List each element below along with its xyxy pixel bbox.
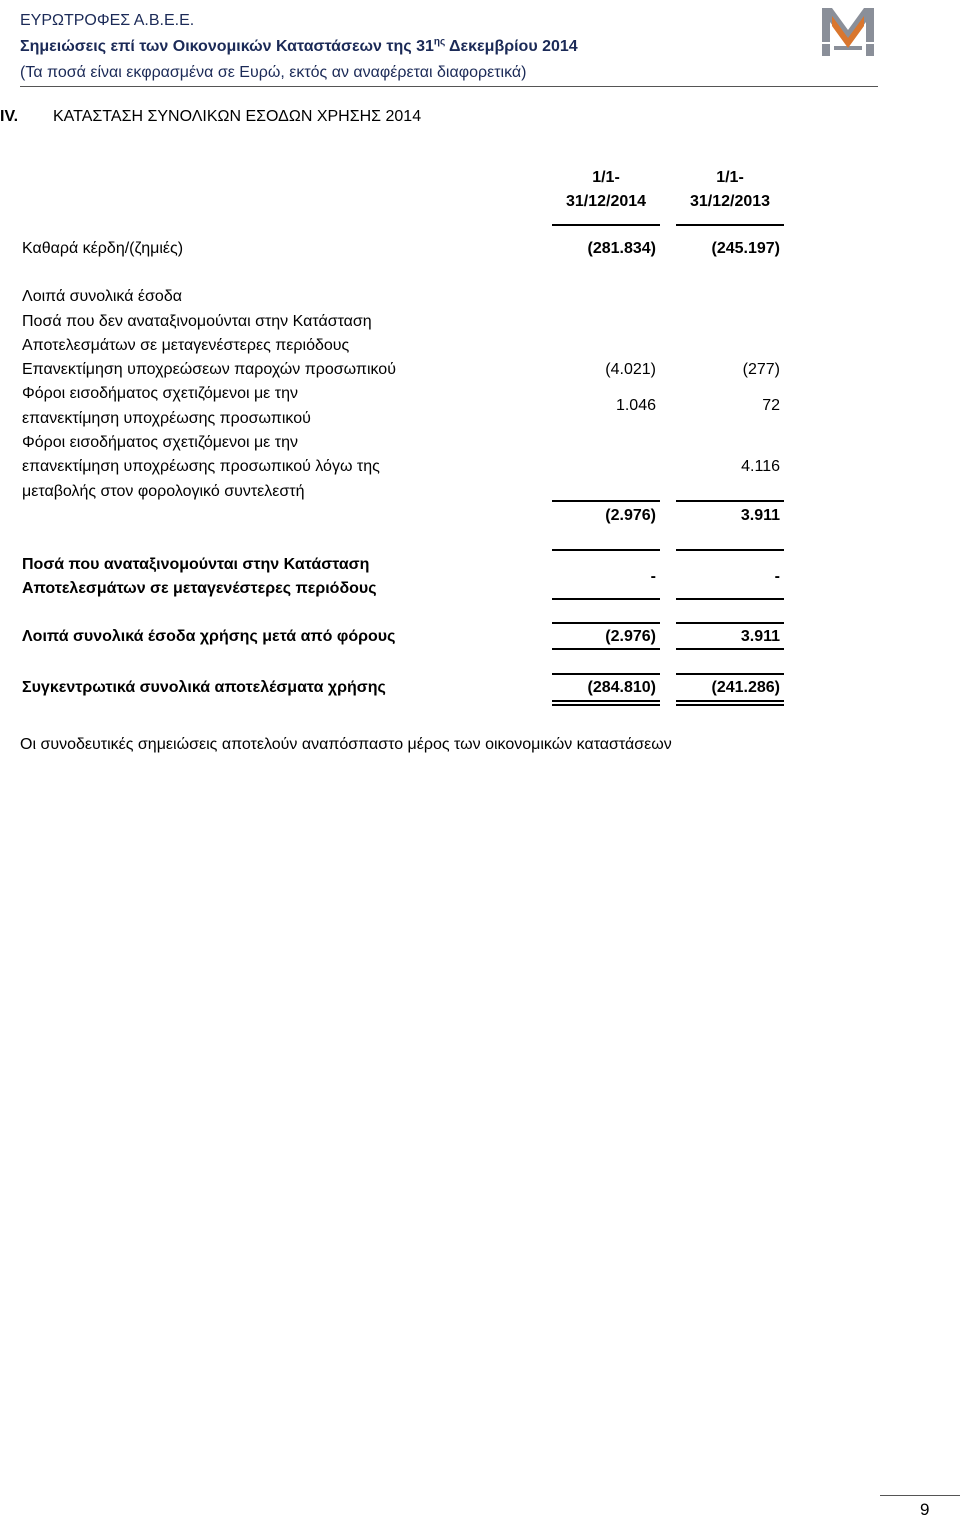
tax-rate-change-2013: 4.116	[741, 458, 780, 475]
net-profit-2014: (281.834)	[587, 240, 656, 257]
reclass-line1: Ποσά που αναταξινομούνται στην Κατάσταση	[22, 556, 370, 573]
footer-note: Οι συνοδευτικές σημειώσεις αποτελούν αναπόσπαστο μέρος των οικονομικών καταστάσεων	[20, 736, 672, 753]
col-2013-line2: 31/12/2013	[689, 193, 771, 210]
total-double-rule-a-2013	[676, 700, 784, 702]
header-divider	[20, 86, 878, 87]
oci-heading: Λοιπά συνολικά έσοδα	[22, 288, 182, 305]
currency-note: (Τα ποσά είναι εκφρασμένα σε Ευρώ, εκτός αν αναφέρεται διαφορετικά)	[20, 64, 527, 81]
company-name: ΕΥΡΩΤΡΟΦΕΣ Α.Β.Ε.Ε.	[20, 12, 195, 29]
reclass-bottom-rule-2014	[552, 598, 660, 600]
col-2014-line1: 1/1-	[592, 169, 620, 186]
page-number: 9	[920, 1500, 930, 1519]
total-double-rule-b-2013	[676, 704, 784, 706]
tax-remeasurement-line2: επανεκτίμηση υποχρέωσης προσωπικού	[22, 410, 311, 427]
not-reclass-line1: Ποσά που δεν αναταξινομούνται στην Κατάσταση	[22, 313, 372, 330]
reclass-2014: -	[650, 568, 656, 585]
notes-title-end: Δεκεμβρίου 2014	[445, 38, 578, 55]
not-reclass-line2: Αποτελεσμάτων σε μεταγενέστερες περιόδους	[22, 337, 350, 354]
remeasurement-2013: (277)	[742, 361, 780, 378]
col-2014-header-rule	[552, 224, 660, 226]
reclass-top-rule-2014	[552, 549, 660, 551]
notes-title-sup: ης	[433, 36, 446, 48]
net-profit-2013: (245.197)	[711, 240, 780, 257]
remeasurement-label: Επανεκτίμηση υποχρεώσεων παροχών προσωπικού	[22, 361, 396, 378]
oci-after-tax-rule-2013	[676, 622, 784, 624]
subtotal-2013: 3.911	[740, 507, 780, 524]
subtotal-rule-2013	[676, 500, 784, 502]
net-profit-label: Καθαρά κέρδη/(ζημιές)	[22, 240, 184, 257]
oci-after-tax-underline-2014	[552, 648, 660, 650]
oci-after-tax-2013: 3.911	[740, 628, 780, 645]
subtotal-2014: (2.976)	[605, 507, 656, 524]
col-2014-line2: 31/12/2014	[565, 193, 647, 210]
col-2013-line1: 1/1-	[716, 169, 744, 186]
notes-title-text: Σημειώσεις επί των Οικονομικών Καταστάσεων της 31	[20, 38, 434, 55]
oci-after-tax-label: Λοιπά συνολικά έσοδα χρήσης μετά από φόρους	[22, 628, 396, 645]
company-logo-icon	[818, 6, 878, 58]
section-heading	[0, 108, 422, 126]
tax-rate-change-line1: Φόροι εισοδήματος σχετιζόμενοι με την	[22, 434, 298, 451]
oci-after-tax-underline-2013	[676, 648, 784, 650]
tax-remeasurement-2013: 72	[762, 397, 780, 414]
tax-remeasurement-2014: 1.046	[615, 397, 656, 414]
total-double-rule-b-2014	[552, 704, 660, 706]
reclass-2013: -	[774, 568, 780, 585]
total-2014: (284.810)	[587, 679, 656, 696]
col-2013-header-rule	[676, 224, 784, 226]
total-top-rule-2014	[552, 673, 660, 675]
remeasurement-2014: (4.021)	[605, 361, 656, 378]
oci-after-tax-rule-2014	[552, 622, 660, 624]
subtotal-rule-2014	[552, 500, 660, 502]
reclass-top-rule-2013	[676, 549, 784, 551]
section-number: IV.	[0, 108, 19, 125]
oci-after-tax-2014: (2.976)	[605, 628, 656, 645]
tax-remeasurement-line1: Φόροι εισοδήματος σχετιζόμενοι με την	[22, 385, 298, 402]
page-number-divider	[880, 1495, 960, 1496]
section-title: ΚΑΤΑΣΤΑΣΗ ΣΥΝΟΛΙΚΩΝ ΕΣΟΔΩΝ ΧΡΗΣΗΣ 2014	[53, 108, 422, 125]
notes-title	[20, 38, 578, 56]
total-label: Συγκεντρωτικά συνολικά αποτελέσματα χρήσης	[22, 679, 386, 696]
tax-rate-change-line2: επανεκτίμηση υποχρέωσης προσωπικού λόγω της	[22, 458, 380, 475]
tax-rate-change-line3: μεταβολής στον φορολογικό συντελεστή	[22, 483, 305, 500]
total-top-rule-2013	[676, 673, 784, 675]
total-2013: (241.286)	[711, 679, 780, 696]
reclass-line2: Αποτελεσμάτων σε μεταγενέστερες περιόδους	[22, 580, 377, 597]
total-double-rule-a-2014	[552, 700, 660, 702]
reclass-bottom-rule-2013	[676, 598, 784, 600]
